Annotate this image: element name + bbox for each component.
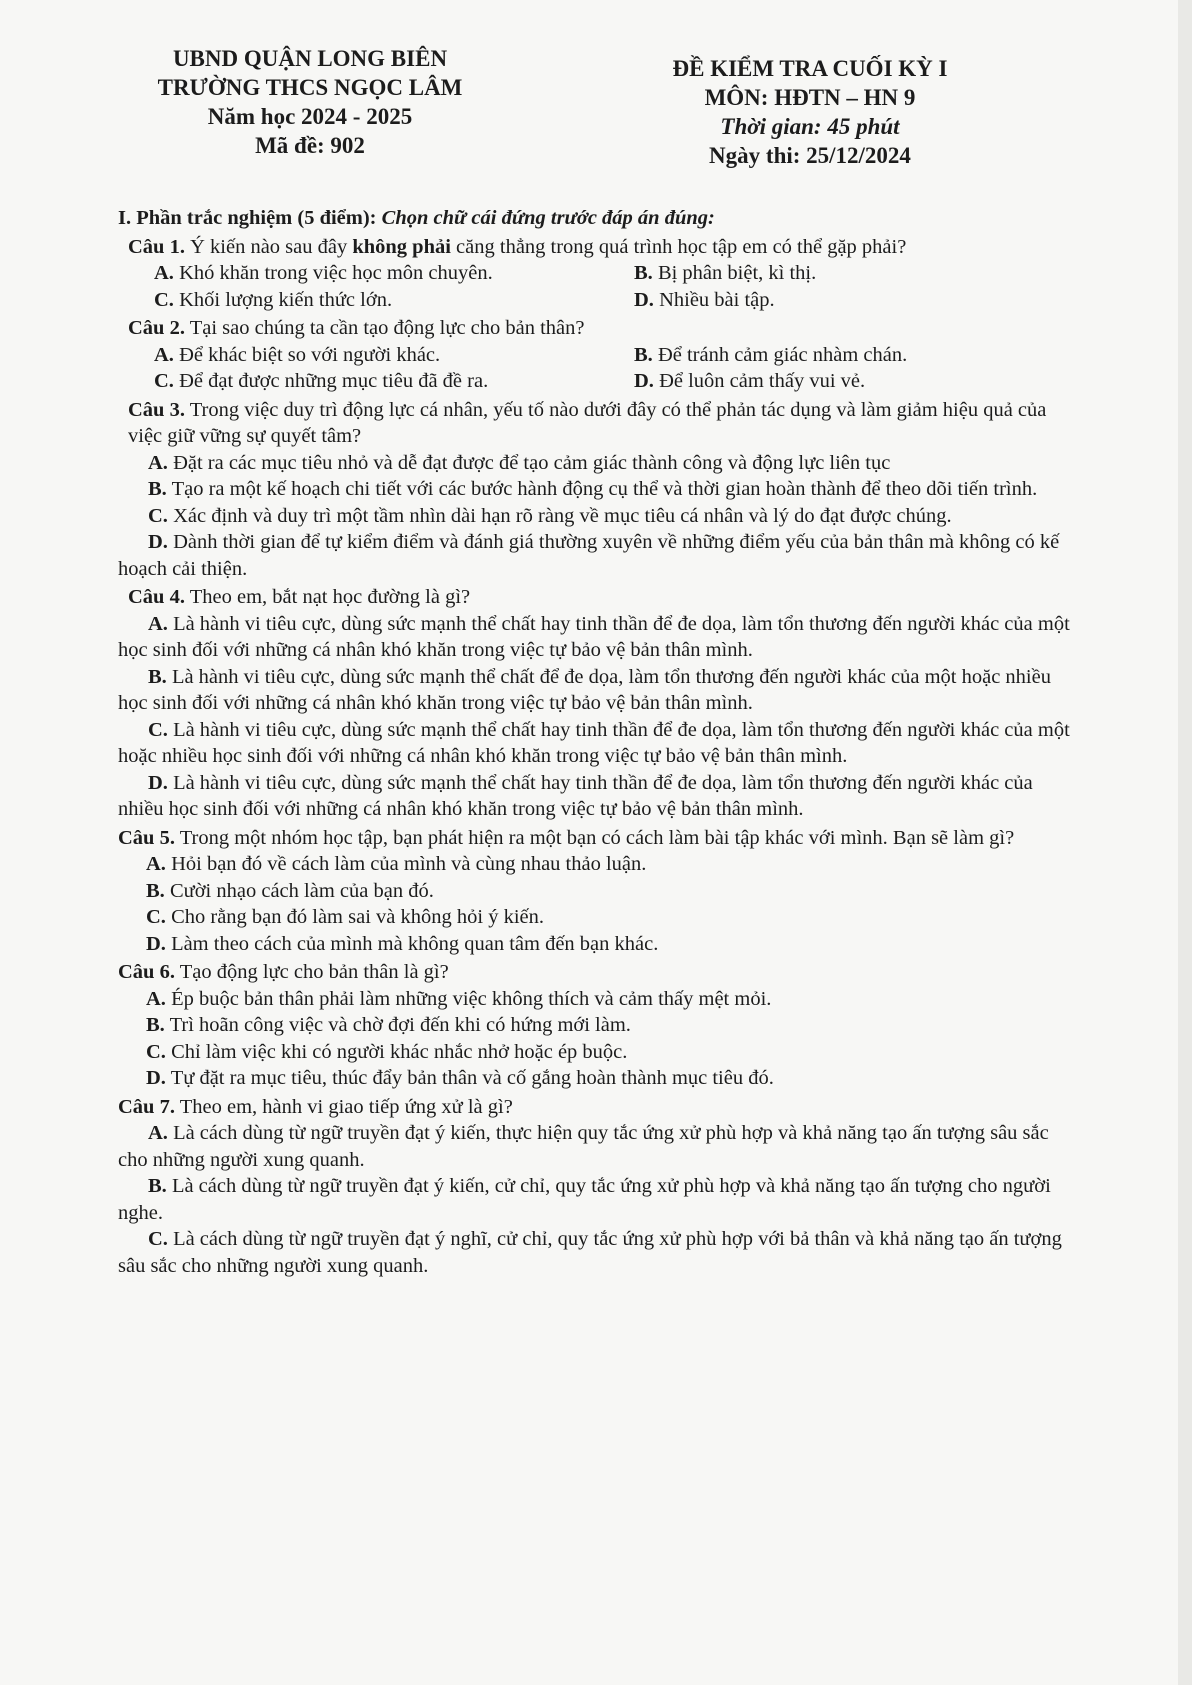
school-year: Năm học 2024 - 2025 — [207, 104, 413, 129]
option-b[interactable]: B. Là cách dùng từ ngữ truyền đạt ý kiến, cử chỉ, quy tắc ứng xử phù hợp và khả năng tạo ấn tượng cho người nghe. — [118, 1175, 1051, 1224]
option-b[interactable]: B. Tạo ra một kế hoạch chi tiết với các bước hành động cụ thể và thời gian hoàn thành để theo dõi tiến trình. — [148, 478, 1038, 500]
exam-duration: Thời gian: 45 phút — [720, 114, 900, 139]
question-2 — [118, 315, 1078, 395]
question-stem — [118, 959, 1078, 986]
exam-date: Ngày thi: 25/12/2024 — [709, 143, 911, 168]
question-number: Câu 1. — [128, 235, 185, 258]
question-number: Câu 5. — [118, 826, 175, 849]
option-d[interactable]: D. Làm theo cách của mình mà không quan tâm đến bạn khác. — [146, 932, 659, 955]
option-c[interactable]: C. Xác định và duy trì một tầm nhìn dài hạn rõ ràng về mục tiêu cá nhân và lý do đạt được chúng. — [148, 504, 952, 527]
question-stem — [118, 1094, 1078, 1121]
question-number: Câu 7. — [118, 1095, 175, 1118]
question-text: Tạo động lực cho bản thân là gì? — [179, 961, 449, 983]
question-number: Câu 2. — [128, 317, 185, 339]
section-instruction: Chọn chữ cái đứng trước đáp án đúng: — [381, 207, 715, 229]
question-number: Câu 6. — [118, 961, 175, 983]
option-d[interactable]: D. Là hành vi tiêu cực, dùng sức mạnh thể chất hay tinh thần để đe dọa, làm tổn thương đến người khác của nhiều học sinh đối với những cá nhân khó khăn trong việc tự bảo vệ bản thân mình. — [118, 771, 1033, 820]
question-5 — [118, 825, 1078, 958]
question-stem — [118, 584, 1078, 611]
question-stem — [118, 315, 1078, 342]
question-number: Câu 3. — [128, 398, 185, 421]
option-b[interactable]: B. Cười nhạo cách làm của bạn đó. — [146, 879, 434, 902]
question-text: căng thẳng trong quá trình học tập em có thể gặp phải? — [456, 235, 907, 258]
section-heading — [118, 205, 1078, 232]
option-a[interactable]: A. Đặt ra các mục tiêu nhỏ và dễ đạt được để tạo cảm giác thành công và động lực liên tục — [148, 451, 891, 474]
option-c[interactable]: C. Là hành vi tiêu cực, dùng sức mạnh thể chất hay tinh thần để đe dọa, làm tổn thương đến người khác của một hoặc nhiều học sinh đối với những cá nhân khó khăn trong việc tự bảo vệ bản thân mình. — [118, 718, 1070, 767]
option-c[interactable]: C. Khối lượng kiến thức lớn. — [154, 288, 393, 311]
option-b[interactable]: B. Để tránh cảm giác nhàm chán. — [634, 343, 908, 366]
option-d[interactable]: D. Tự đặt ra mục tiêu, thúc đẩy bản thân và cố gắng hoàn thành mục tiêu đó. — [146, 1067, 774, 1089]
option-b[interactable]: B. Bị phân biệt, kì thị. — [634, 262, 817, 284]
question-text: Tại sao chúng ta cần tạo động lực cho bản thân? — [189, 317, 585, 339]
options — [118, 260, 1078, 313]
question-text: Trong một nhóm học tập, bạn phát hiện ra một bạn có cách làm bài tập khác với mình. Bạn sẽ làm gì? — [179, 826, 1015, 849]
question-text: Trong việc duy trì động lực cá nhân, yếu tố nào dưới đây có thể phản tác dụng và làm giảm hiệu quả của việc giữ vững sự quyết tâm? — [128, 398, 1047, 447]
exam-title: ĐỀ KIỂM TRA CUỐI KỲ I — [672, 56, 948, 81]
exam-code: Mã đề: 902 — [255, 133, 365, 158]
header-right — [610, 54, 1010, 170]
section-title: I. Phần trắc nghiệm (5 điểm): — [118, 207, 377, 229]
question-number: Câu 4. — [128, 586, 185, 608]
option-b[interactable]: B. Là hành vi tiêu cực, dùng sức mạnh thể chất để đe dọa, làm tổn thương đến người khác của một hoặc nhiều học sinh đối với những cá nhân khó khăn trong việc tự bảo vệ bản thân mình. — [118, 665, 1051, 714]
exam-body — [118, 205, 1078, 1279]
option-c[interactable]: C. Là cách dùng từ ngữ truyền đạt ý nghĩ, cử chỉ, quy tắc ứng xử phù hợp với bả thân và khả năng tạo ấn tượng sâu sắc cho những người xung quanh. — [118, 1228, 1062, 1277]
district-name: UBND QUẬN LONG BIÊN — [172, 46, 448, 71]
option-c[interactable]: C. Chỉ làm việc khi có người khác nhắc nhở hoặc ép buộc. — [146, 1040, 628, 1063]
option-d[interactable]: D. Nhiều bài tập. — [634, 288, 775, 311]
question-4 — [118, 584, 1078, 823]
exam-subject: MÔN: HĐTN – HN 9 — [704, 85, 916, 110]
option-d[interactable]: D. Dành thời gian để tự kiểm điểm và đánh giá thường xuyên về những điểm yếu của bản thân mà không có kế hoạch cải thiện. — [118, 531, 1060, 580]
question-stem — [118, 397, 1078, 450]
option-a[interactable]: A. Hỏi bạn đó về cách làm của mình và cùng nhau thảo luận. — [146, 853, 647, 875]
option-b[interactable]: B. Trì hoãn công việc và chờ đợi đến khi có hứng mới làm. — [146, 1014, 631, 1036]
option-a[interactable]: A. Là cách dùng từ ngữ truyền đạt ý kiến, thực hiện quy tắc ứng xử phù hợp và khả năng tạo ấn tượng sâu sắc cho những người xung quanh. — [118, 1122, 1049, 1171]
question-7 — [118, 1094, 1078, 1280]
question-text: Theo em, bắt nạt học đường là gì? — [189, 586, 471, 608]
question-stem — [118, 234, 1078, 261]
option-a[interactable]: A. Là hành vi tiêu cực, dùng sức mạnh thể chất hay tinh thần để đe dọa, làm tổn thương đến người khác của một học sinh đối với những cá nhân khó khăn trong việc tự bảo vệ bản thân mình. — [118, 612, 1070, 661]
option-a[interactable]: A. Để khác biệt so với người khác. — [154, 343, 441, 366]
option-c[interactable]: C. Để đạt được những mục tiêu đã đề ra. — [154, 370, 489, 392]
option-a[interactable]: A. Khó khăn trong việc học môn chuyên. — [154, 262, 493, 284]
question-6 — [118, 959, 1078, 1092]
options — [118, 342, 1078, 395]
question-keyword: không phải — [352, 235, 451, 258]
question-text: Theo em, hành vi giao tiếp ứng xử là gì? — [179, 1095, 513, 1118]
question-stem — [118, 825, 1078, 852]
option-c[interactable]: C. Cho rằng bạn đó làm sai và không hỏi ý kiến. — [146, 906, 544, 928]
question-1 — [118, 234, 1078, 314]
option-d[interactable]: D. Để luôn cảm thấy vui vẻ. — [634, 370, 866, 392]
question-text: Ý kiến nào sau đây — [190, 235, 348, 258]
exam-header — [0, 44, 1192, 184]
header-left — [130, 44, 490, 160]
option-a[interactable]: A. Ép buộc bản thân phải làm những việc không thích và cảm thấy mệt mỏi. — [146, 987, 772, 1010]
question-3 — [118, 397, 1078, 583]
page-edge — [1178, 0, 1192, 1685]
school-name: TRƯỜNG THCS NGỌC LÂM — [157, 75, 463, 100]
